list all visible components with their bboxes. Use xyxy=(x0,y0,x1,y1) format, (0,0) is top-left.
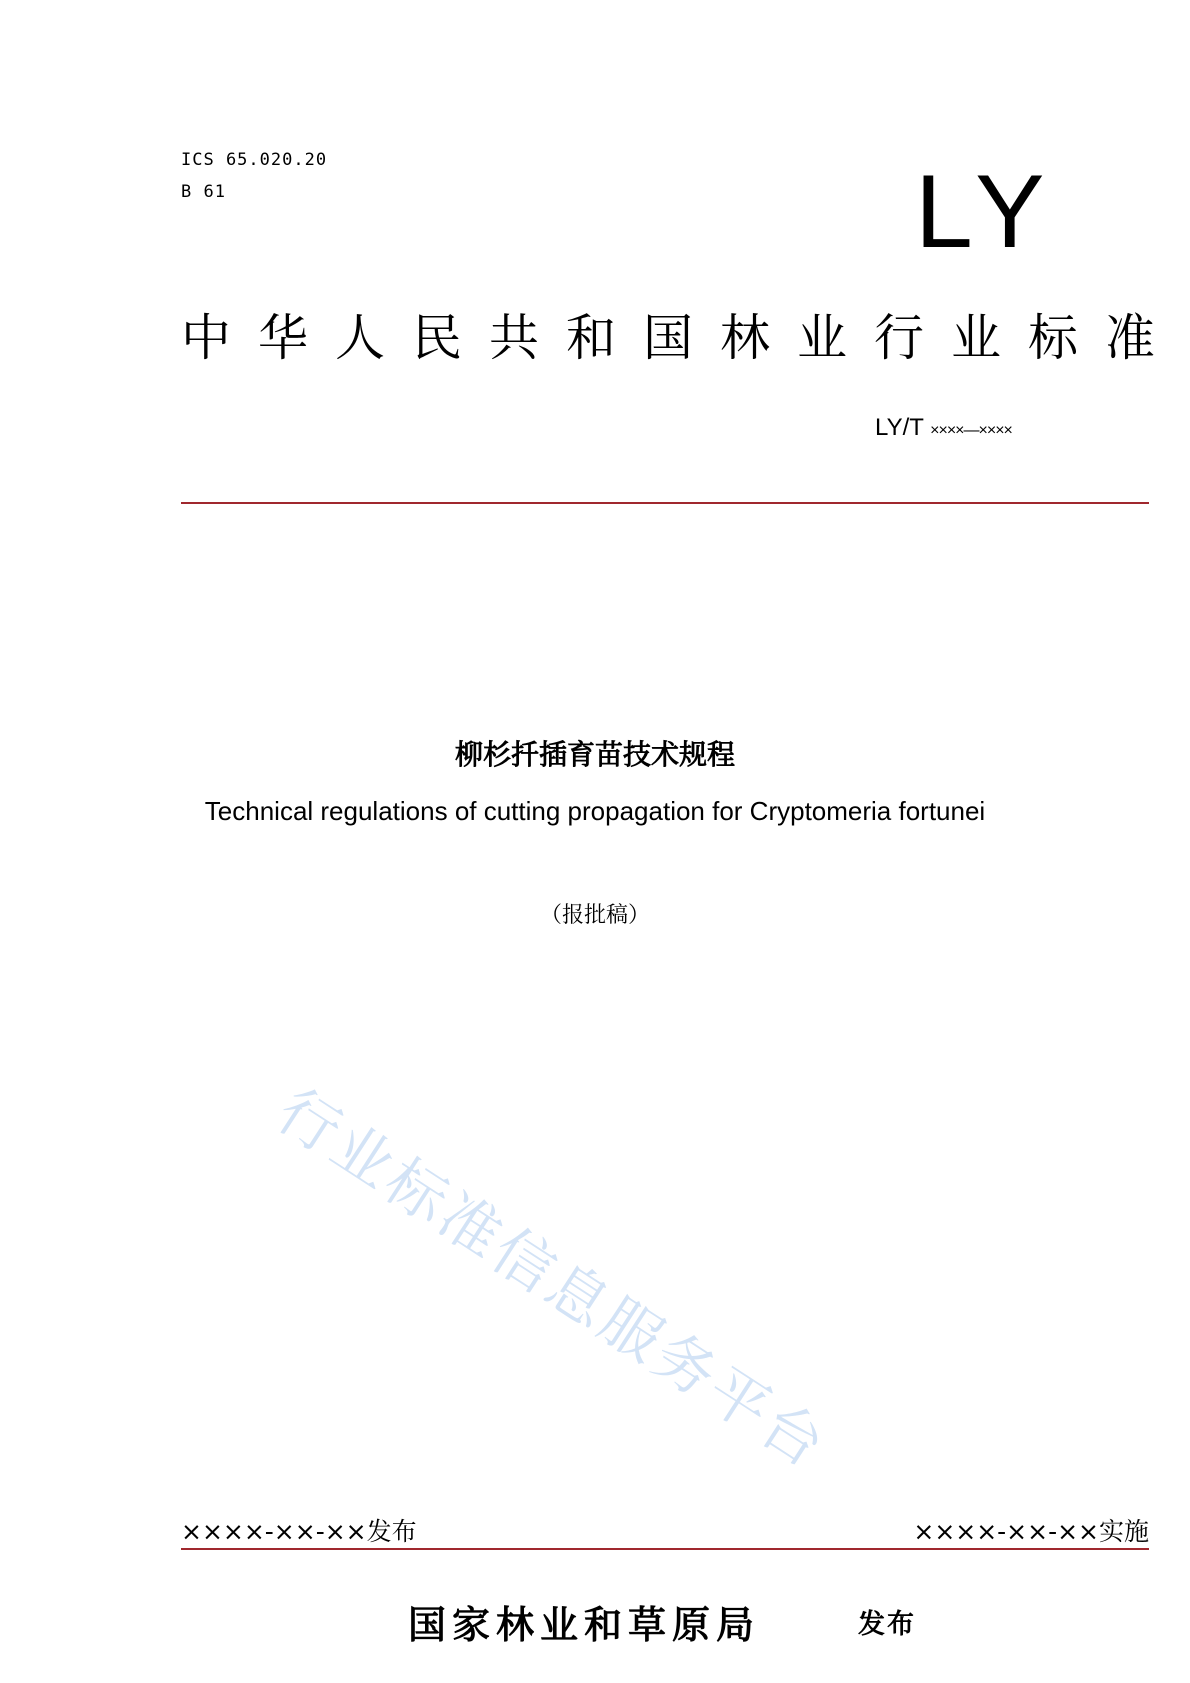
document-title-en: Technical regulations of cutting propagation for Cryptomeria fortunei xyxy=(204,796,986,826)
standard-number xyxy=(875,414,1012,442)
ly-logo: LY xyxy=(915,154,1055,270)
top-divider xyxy=(181,502,1149,504)
ics-code: ICS 65.020.20 xyxy=(181,150,328,170)
issuer-name: 国家林业和草原局 xyxy=(408,1602,761,1647)
bottom-divider xyxy=(181,1548,1149,1550)
document-stage: （报批稿） xyxy=(539,903,650,928)
standard-number-mark: ××××—×××× xyxy=(930,422,1012,439)
document-title-cn: 柳杉扦插育苗技术规程 xyxy=(454,738,735,771)
standard-category-title: 中华人民共和国林业行业标准 xyxy=(181,309,1182,367)
issuer-suffix: 发布 xyxy=(858,1609,916,1640)
implementation-date: ××××-××-××实施 xyxy=(913,1517,1149,1546)
watermark: 行业标准信息服务平台 xyxy=(264,1075,840,1484)
issue-date: ××××-××-××发布 xyxy=(181,1517,417,1546)
standard-number-prefix: LY/T xyxy=(875,414,931,441)
ccs-code: B 61 xyxy=(181,182,226,202)
